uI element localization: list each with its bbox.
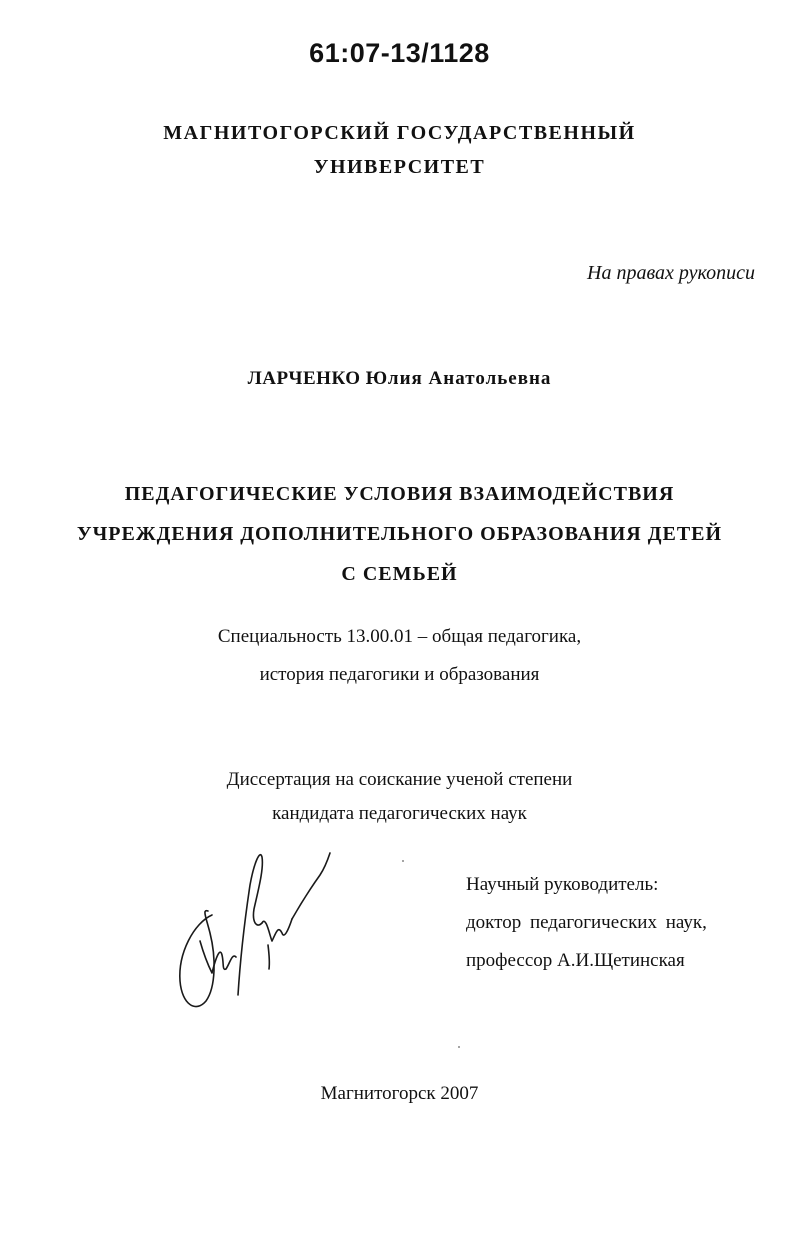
title-line1: ПЕДАГОГИЧЕСКИЕ УСЛОВИЯ ВЗАИМОДЕЙСТВИЯ (124, 483, 675, 505)
specialty (0, 618, 799, 694)
university-name-line1: МАГНИТОГОРСКИЙ ГОСУДАРСТВЕННЫЙ (163, 122, 636, 144)
advisor-line3: профессор А.И.Щетинская (466, 950, 685, 971)
catalog-number: 61:07-13/1128 (309, 38, 490, 68)
scientific-advisor (466, 866, 707, 980)
degree-statement (0, 763, 799, 831)
manuscript-note: На правах рукописи (587, 262, 755, 284)
specialty-line1: Специальность 13.00.01 – общая педагогика, (217, 626, 582, 647)
scan-speck (402, 860, 404, 862)
dissertation-title (0, 474, 799, 594)
university-name (0, 116, 799, 184)
author-surname: ЛАРЧЕНКО (247, 368, 361, 389)
advisor-line2: доктор педагогических наук, (466, 912, 707, 933)
title-line2: УЧРЕЖДЕНИЯ ДОПОЛНИТЕЛЬНОГО ОБРАЗОВАНИЯ ДЕТЕЙ (76, 523, 723, 545)
place-and-year: Магнитогорск 2007 (320, 1083, 479, 1104)
title-line3: С СЕМЬЕЙ (341, 563, 458, 585)
author-name (0, 368, 799, 390)
degree-line2: кандидата педагогических наук (272, 803, 527, 824)
specialty-line2: история педагогики и образования (259, 664, 540, 685)
signature-icon (172, 845, 332, 1015)
university-name-line2: УНИВЕРСИТЕТ (313, 156, 486, 178)
scan-speck (458, 1046, 460, 1048)
author-given-names: Юлия Анатольевна (365, 368, 552, 389)
advisor-line1: Научный руководитель: (466, 874, 659, 895)
degree-line1: Диссертация на соискание ученой степени (226, 769, 573, 790)
